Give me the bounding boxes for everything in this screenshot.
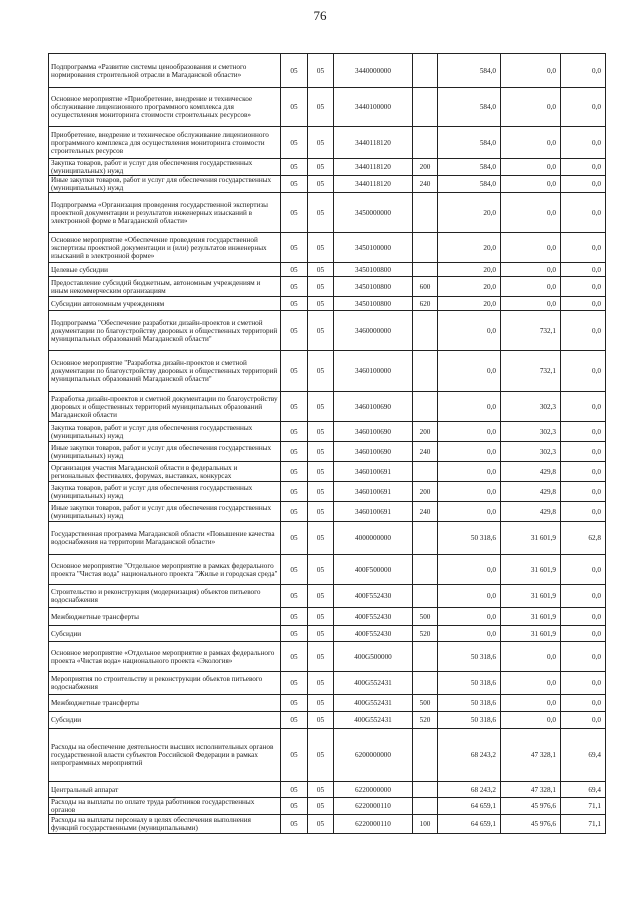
- row-subsection: 05: [308, 712, 334, 729]
- row-amount-2: 0,0: [501, 233, 561, 263]
- row-subsection: 05: [308, 502, 334, 522]
- row-section: 05: [281, 54, 308, 88]
- row-amount-2: 31 601,9: [501, 626, 561, 642]
- row-amount-3: 0,0: [561, 672, 606, 695]
- table-row: [49, 193, 606, 233]
- table-row: [49, 88, 606, 127]
- row-amount-1: 0,0: [438, 555, 501, 585]
- row-amount-3: 0,0: [561, 502, 606, 522]
- row-amount-2: 429,8: [501, 482, 561, 502]
- table-row: [49, 585, 606, 608]
- row-amount-2: 0,0: [501, 277, 561, 297]
- row-expense-type: 200: [413, 422, 438, 442]
- table-row: [49, 695, 606, 712]
- row-amount-1: 0,0: [438, 462, 501, 482]
- row-expense-type: 240: [413, 442, 438, 462]
- row-expense-type: [413, 233, 438, 263]
- row-expense-type: 620: [413, 297, 438, 311]
- row-expense-type: [413, 54, 438, 88]
- table-row: [49, 642, 606, 672]
- table-row: [49, 729, 606, 782]
- table-row: [49, 351, 606, 392]
- row-section: 05: [281, 729, 308, 782]
- row-amount-1: 50 318,6: [438, 522, 501, 555]
- row-name: Основное мероприятие «Приобретение, внедрение и техническое обслуживание лицензионного программного комплекса для осуществления мониторинга стоимости строительных ресурсов»: [49, 88, 281, 127]
- row-section: 05: [281, 626, 308, 642]
- row-name: Организация участия Магаданской области в федеральных и региональных фестивалях, форумах, выставках, конкурсах: [49, 462, 281, 482]
- row-name: Центральный аппарат: [49, 782, 281, 798]
- row-name: Мероприятия по строительству и реконструкции объектов питьевого водоснабжения: [49, 672, 281, 695]
- row-section: 05: [281, 277, 308, 297]
- row-amount-1: 20,0: [438, 193, 501, 233]
- row-amount-3: 0,0: [561, 277, 606, 297]
- table-row: [49, 782, 606, 798]
- row-name: Иные закупки товаров, работ и услуг для обеспечения государственных (муниципальных) нужд: [49, 176, 281, 193]
- row-amount-2: 0,0: [501, 176, 561, 193]
- table-row: [49, 54, 606, 88]
- row-amount-3: 0,0: [561, 392, 606, 422]
- row-target-code: 3460100691: [334, 462, 413, 482]
- row-name: Строительство и реконструкция (модернизация) объектов питьевого водоснабжения: [49, 585, 281, 608]
- table-row: [49, 815, 606, 834]
- row-amount-3: 0,0: [561, 442, 606, 462]
- row-amount-3: 0,0: [561, 585, 606, 608]
- row-amount-1: 0,0: [438, 608, 501, 626]
- row-subsection: 05: [308, 608, 334, 626]
- row-amount-1: 50 318,6: [438, 672, 501, 695]
- row-expense-type: [413, 555, 438, 585]
- row-expense-type: 520: [413, 626, 438, 642]
- row-section: 05: [281, 642, 308, 672]
- row-expense-type: 200: [413, 482, 438, 502]
- row-section: 05: [281, 193, 308, 233]
- row-subsection: 05: [308, 782, 334, 798]
- row-target-code: 3450000000: [334, 193, 413, 233]
- row-subsection: 05: [308, 672, 334, 695]
- row-section: 05: [281, 712, 308, 729]
- row-amount-2: 31 601,9: [501, 585, 561, 608]
- row-amount-1: 584,0: [438, 159, 501, 176]
- row-amount-1: 20,0: [438, 277, 501, 297]
- row-subsection: 05: [308, 442, 334, 462]
- row-name: Иные закупки товаров, работ и услуг для обеспечения государственных (муниципальных) нужд: [49, 502, 281, 522]
- row-target-code: 3440000000: [334, 54, 413, 88]
- row-subsection: 05: [308, 297, 334, 311]
- row-expense-type: [413, 193, 438, 233]
- row-section: 05: [281, 522, 308, 555]
- row-amount-3: 0,0: [561, 233, 606, 263]
- row-amount-2: 0,0: [501, 54, 561, 88]
- row-name: Основное мероприятие "Отдельное мероприятие в рамках федерального проекта "Чистая вода" национального проекта "Жилье и городская среда": [49, 555, 281, 585]
- row-section: 05: [281, 88, 308, 127]
- row-amount-1: 64 659,1: [438, 798, 501, 815]
- row-amount-2: 302,3: [501, 442, 561, 462]
- row-subsection: 05: [308, 351, 334, 392]
- row-expense-type: 240: [413, 502, 438, 522]
- row-subsection: 05: [308, 54, 334, 88]
- row-amount-1: 0,0: [438, 442, 501, 462]
- row-section: 05: [281, 311, 308, 351]
- row-name: Основное мероприятие «Обеспечение проведения государственной экспертизы проектной документации и (или) результатов инженерных изысканий в электронной форме»: [49, 233, 281, 263]
- row-expense-type: 240: [413, 176, 438, 193]
- row-expense-type: 200: [413, 159, 438, 176]
- row-name: Целевые субсидии: [49, 263, 281, 277]
- row-subsection: 05: [308, 522, 334, 555]
- row-amount-3: 0,0: [561, 263, 606, 277]
- row-amount-3: 0,0: [561, 127, 606, 159]
- row-amount-1: 0,0: [438, 626, 501, 642]
- table-row: [49, 555, 606, 585]
- row-section: 05: [281, 555, 308, 585]
- row-expense-type: 500: [413, 608, 438, 626]
- row-amount-1: 64 659,1: [438, 815, 501, 834]
- table-row: [49, 522, 606, 555]
- row-target-code: 3460100690: [334, 392, 413, 422]
- row-amount-3: 0,0: [561, 555, 606, 585]
- row-target-code: 3450100800: [334, 297, 413, 311]
- row-amount-2: 0,0: [501, 712, 561, 729]
- row-expense-type: [413, 127, 438, 159]
- row-subsection: 05: [308, 233, 334, 263]
- table-row: [49, 712, 606, 729]
- table-row: [49, 462, 606, 482]
- row-section: 05: [281, 782, 308, 798]
- row-name: Приобретение, внедрение и техническое обслуживание лицензионного программного комплекса для осуществления мониторинга стоимости строительных ресурсов: [49, 127, 281, 159]
- row-target-code: 6220000000: [334, 782, 413, 798]
- table-row: [49, 442, 606, 462]
- row-target-code: 3460100691: [334, 482, 413, 502]
- row-amount-2: 47 328,1: [501, 729, 561, 782]
- row-target-code: 3450100800: [334, 263, 413, 277]
- table-row: [49, 798, 606, 815]
- row-name: Подпрограмма «Развитие системы ценообразования и сметного нормирования строительной отрасли в Магаданской области»: [49, 54, 281, 88]
- row-section: 05: [281, 263, 308, 277]
- row-subsection: 05: [308, 392, 334, 422]
- table-row: [49, 422, 606, 442]
- row-section: 05: [281, 798, 308, 815]
- page-number: 76: [313, 8, 327, 23]
- row-amount-1: 50 318,6: [438, 695, 501, 712]
- row-expense-type: 600: [413, 277, 438, 297]
- row-subsection: 05: [308, 263, 334, 277]
- row-subsection: 05: [308, 815, 334, 834]
- row-subsection: 05: [308, 159, 334, 176]
- row-amount-1: 20,0: [438, 263, 501, 277]
- row-subsection: 05: [308, 176, 334, 193]
- row-name: Основное мероприятие «Отдельное мероприятие в рамках федерального проекта «Чистая вода» национального проекта «Экология»: [49, 642, 281, 672]
- table-row: [49, 263, 606, 277]
- row-amount-1: 0,0: [438, 482, 501, 502]
- table-row: [49, 311, 606, 351]
- row-name: Субсидии: [49, 626, 281, 642]
- row-target-code: 3460000000: [334, 311, 413, 351]
- row-amount-2: 732,1: [501, 311, 561, 351]
- row-amount-1: 0,0: [438, 311, 501, 351]
- row-target-code: 400F552430: [334, 608, 413, 626]
- row-amount-2: 0,0: [501, 695, 561, 712]
- row-amount-2: 31 601,9: [501, 608, 561, 626]
- row-section: 05: [281, 159, 308, 176]
- row-subsection: 05: [308, 422, 334, 442]
- row-section: 05: [281, 176, 308, 193]
- row-section: 05: [281, 672, 308, 695]
- row-amount-3: 71,1: [561, 798, 606, 815]
- row-subsection: 05: [308, 585, 334, 608]
- table-row: [49, 127, 606, 159]
- row-subsection: 05: [308, 555, 334, 585]
- table-row: [49, 176, 606, 193]
- row-subsection: 05: [308, 642, 334, 672]
- row-amount-1: 0,0: [438, 502, 501, 522]
- row-expense-type: [413, 263, 438, 277]
- row-target-code: 3460100691: [334, 502, 413, 522]
- row-amount-2: 0,0: [501, 263, 561, 277]
- row-expense-type: [413, 642, 438, 672]
- row-amount-3: 0,0: [561, 159, 606, 176]
- row-name: Субсидии автономным учреждениям: [49, 297, 281, 311]
- row-subsection: 05: [308, 88, 334, 127]
- row-name: Предоставление субсидий бюджетным, автономным учреждениям и иным некоммерческим организациям: [49, 277, 281, 297]
- row-subsection: 05: [308, 798, 334, 815]
- row-amount-2: 0,0: [501, 159, 561, 176]
- row-name: Иные закупки товаров, работ и услуг для обеспечения государственных (муниципальных) нужд: [49, 442, 281, 462]
- row-amount-3: 62,8: [561, 522, 606, 555]
- row-amount-2: 302,3: [501, 392, 561, 422]
- row-amount-1: 68 243,2: [438, 782, 501, 798]
- row-section: 05: [281, 233, 308, 263]
- row-expense-type: [413, 585, 438, 608]
- row-amount-2: 47 328,1: [501, 782, 561, 798]
- row-section: 05: [281, 502, 308, 522]
- row-amount-1: 584,0: [438, 88, 501, 127]
- table-row: [49, 626, 606, 642]
- row-expense-type: [413, 392, 438, 422]
- row-expense-type: [413, 798, 438, 815]
- row-amount-1: 68 243,2: [438, 729, 501, 782]
- row-section: 05: [281, 585, 308, 608]
- row-amount-3: 0,0: [561, 422, 606, 442]
- row-amount-3: 0,0: [561, 642, 606, 672]
- row-expense-type: 100: [413, 815, 438, 834]
- row-amount-3: 0,0: [561, 351, 606, 392]
- row-name: Закупка товаров, работ и услуг для обеспечения государственных (муниципальных) нужд: [49, 159, 281, 176]
- row-amount-3: 0,0: [561, 297, 606, 311]
- row-section: 05: [281, 815, 308, 834]
- row-target-code: 6220000110: [334, 798, 413, 815]
- row-amount-2: 732,1: [501, 351, 561, 392]
- row-target-code: 4000000000: [334, 522, 413, 555]
- row-expense-type: [413, 311, 438, 351]
- table-row: [49, 482, 606, 502]
- table-row: [49, 159, 606, 176]
- row-amount-1: 20,0: [438, 297, 501, 311]
- row-amount-3: 71,1: [561, 815, 606, 834]
- row-name: Закупка товаров, работ и услуг для обеспечения государственных (муниципальных) нужд: [49, 482, 281, 502]
- row-amount-3: 69,4: [561, 729, 606, 782]
- row-name: Подпрограмма «Организация проведения государственной экспертизы проектной документации и результатов инженерных изысканий в электронной форме в Магаданской области»: [49, 193, 281, 233]
- table-row: [49, 502, 606, 522]
- row-name: Подпрограмма "Обеспечение разработки дизайн-проектов и сметной документации по благоустройству дворовых и общественных территорий муниципальных образований Магаданской области": [49, 311, 281, 351]
- table-row: [49, 608, 606, 626]
- row-target-code: 3440118120: [334, 176, 413, 193]
- row-target-code: 3440118120: [334, 159, 413, 176]
- row-target-code: 400G552431: [334, 712, 413, 729]
- row-amount-2: 31 601,9: [501, 555, 561, 585]
- row-name: Межбюджетные трансферты: [49, 608, 281, 626]
- row-amount-3: 0,0: [561, 482, 606, 502]
- row-amount-1: 584,0: [438, 176, 501, 193]
- row-amount-3: 0,0: [561, 54, 606, 88]
- row-amount-1: 50 318,6: [438, 712, 501, 729]
- row-expense-type: [413, 522, 438, 555]
- row-target-code: 3460100690: [334, 422, 413, 442]
- row-subsection: 05: [308, 462, 334, 482]
- row-expense-type: [413, 672, 438, 695]
- row-amount-1: 0,0: [438, 392, 501, 422]
- row-amount-1: 0,0: [438, 422, 501, 442]
- row-section: 05: [281, 608, 308, 626]
- row-target-code: 400G552431: [334, 672, 413, 695]
- row-name: Разработка дизайн-проектов и сметной документации по благоустройству дворовых и общественных территорий муниципальных образований Магаданской области: [49, 392, 281, 422]
- row-name: Закупка товаров, работ и услуг для обеспечения государственных (муниципальных) нужд: [49, 422, 281, 442]
- row-section: 05: [281, 297, 308, 311]
- row-amount-1: 0,0: [438, 585, 501, 608]
- row-amount-2: 45 976,6: [501, 815, 561, 834]
- budget-table: [48, 53, 606, 834]
- row-amount-3: 0,0: [561, 695, 606, 712]
- row-amount-3: 0,0: [561, 88, 606, 127]
- row-amount-3: 0,0: [561, 626, 606, 642]
- row-target-code: 3440100000: [334, 88, 413, 127]
- row-subsection: 05: [308, 695, 334, 712]
- row-amount-2: 0,0: [501, 127, 561, 159]
- row-amount-2: 0,0: [501, 88, 561, 127]
- row-name: Расходы на выплаты персоналу в целях обеспечения выполнения функций государственными (муниципальными): [49, 815, 281, 834]
- row-expense-type: [413, 782, 438, 798]
- table-row: [49, 277, 606, 297]
- row-target-code: 400F552430: [334, 585, 413, 608]
- row-amount-1: 20,0: [438, 233, 501, 263]
- row-target-code: 3460100690: [334, 442, 413, 462]
- row-section: 05: [281, 351, 308, 392]
- row-name: Расходы на обеспечение деятельности высших исполнительных органов государственной власти субъектов Российской Федерации в рамках непрограммных мероприятий: [49, 729, 281, 782]
- row-section: 05: [281, 392, 308, 422]
- row-amount-3: 0,0: [561, 176, 606, 193]
- row-amount-1: 50 318,6: [438, 642, 501, 672]
- row-amount-2: 429,8: [501, 462, 561, 482]
- row-section: 05: [281, 462, 308, 482]
- row-target-code: 400G552431: [334, 695, 413, 712]
- row-target-code: 3440118120: [334, 127, 413, 159]
- row-expense-type: [413, 729, 438, 782]
- row-target-code: 3450100800: [334, 277, 413, 297]
- row-amount-2: 0,0: [501, 297, 561, 311]
- row-subsection: 05: [308, 729, 334, 782]
- row-subsection: 05: [308, 626, 334, 642]
- row-amount-1: 0,0: [438, 351, 501, 392]
- row-amount-1: 584,0: [438, 54, 501, 88]
- row-name: Расходы на выплаты по оплате труда работников государственных органов: [49, 798, 281, 815]
- row-amount-3: 0,0: [561, 608, 606, 626]
- row-subsection: 05: [308, 127, 334, 159]
- row-amount-2: 31 601,9: [501, 522, 561, 555]
- row-expense-type: 500: [413, 695, 438, 712]
- row-amount-3: 0,0: [561, 462, 606, 482]
- row-amount-1: 584,0: [438, 127, 501, 159]
- row-amount-2: 302,3: [501, 422, 561, 442]
- row-name: Межбюджетные трансферты: [49, 695, 281, 712]
- row-name: Основное мероприятие "Разработка дизайн-проектов и сметной документации по благоустройству дворовых и общественных территорий муниципальных образований Магаданской области": [49, 351, 281, 392]
- row-amount-2: 0,0: [501, 193, 561, 233]
- row-name: Государственная программа Магаданской области «Повышение качества водоснабжения на территории Магаданской области»: [49, 522, 281, 555]
- table-row: [49, 233, 606, 263]
- row-subsection: 05: [308, 311, 334, 351]
- table-row: [49, 392, 606, 422]
- row-target-code: 400G500000: [334, 642, 413, 672]
- row-amount-3: 0,0: [561, 193, 606, 233]
- row-section: 05: [281, 422, 308, 442]
- table-row: [49, 297, 606, 311]
- row-amount-3: 0,0: [561, 712, 606, 729]
- row-target-code: 400F500000: [334, 555, 413, 585]
- row-amount-3: 69,4: [561, 782, 606, 798]
- row-target-code: 3460100000: [334, 351, 413, 392]
- row-expense-type: [413, 88, 438, 127]
- row-subsection: 05: [308, 193, 334, 233]
- row-amount-2: 429,8: [501, 502, 561, 522]
- row-subsection: 05: [308, 277, 334, 297]
- row-section: 05: [281, 442, 308, 462]
- row-expense-type: [413, 351, 438, 392]
- row-target-code: 6200000000: [334, 729, 413, 782]
- row-section: 05: [281, 695, 308, 712]
- row-target-code: 6220000110: [334, 815, 413, 834]
- row-amount-2: 0,0: [501, 672, 561, 695]
- row-section: 05: [281, 482, 308, 502]
- row-expense-type: [413, 462, 438, 482]
- row-name: Субсидии: [49, 712, 281, 729]
- row-target-code: 400F552430: [334, 626, 413, 642]
- row-target-code: 3450100000: [334, 233, 413, 263]
- row-amount-2: 0,0: [501, 642, 561, 672]
- row-amount-3: 0,0: [561, 311, 606, 351]
- table-row: [49, 672, 606, 695]
- row-amount-2: 45 976,6: [501, 798, 561, 815]
- row-section: 05: [281, 127, 308, 159]
- row-subsection: 05: [308, 482, 334, 502]
- row-expense-type: 520: [413, 712, 438, 729]
